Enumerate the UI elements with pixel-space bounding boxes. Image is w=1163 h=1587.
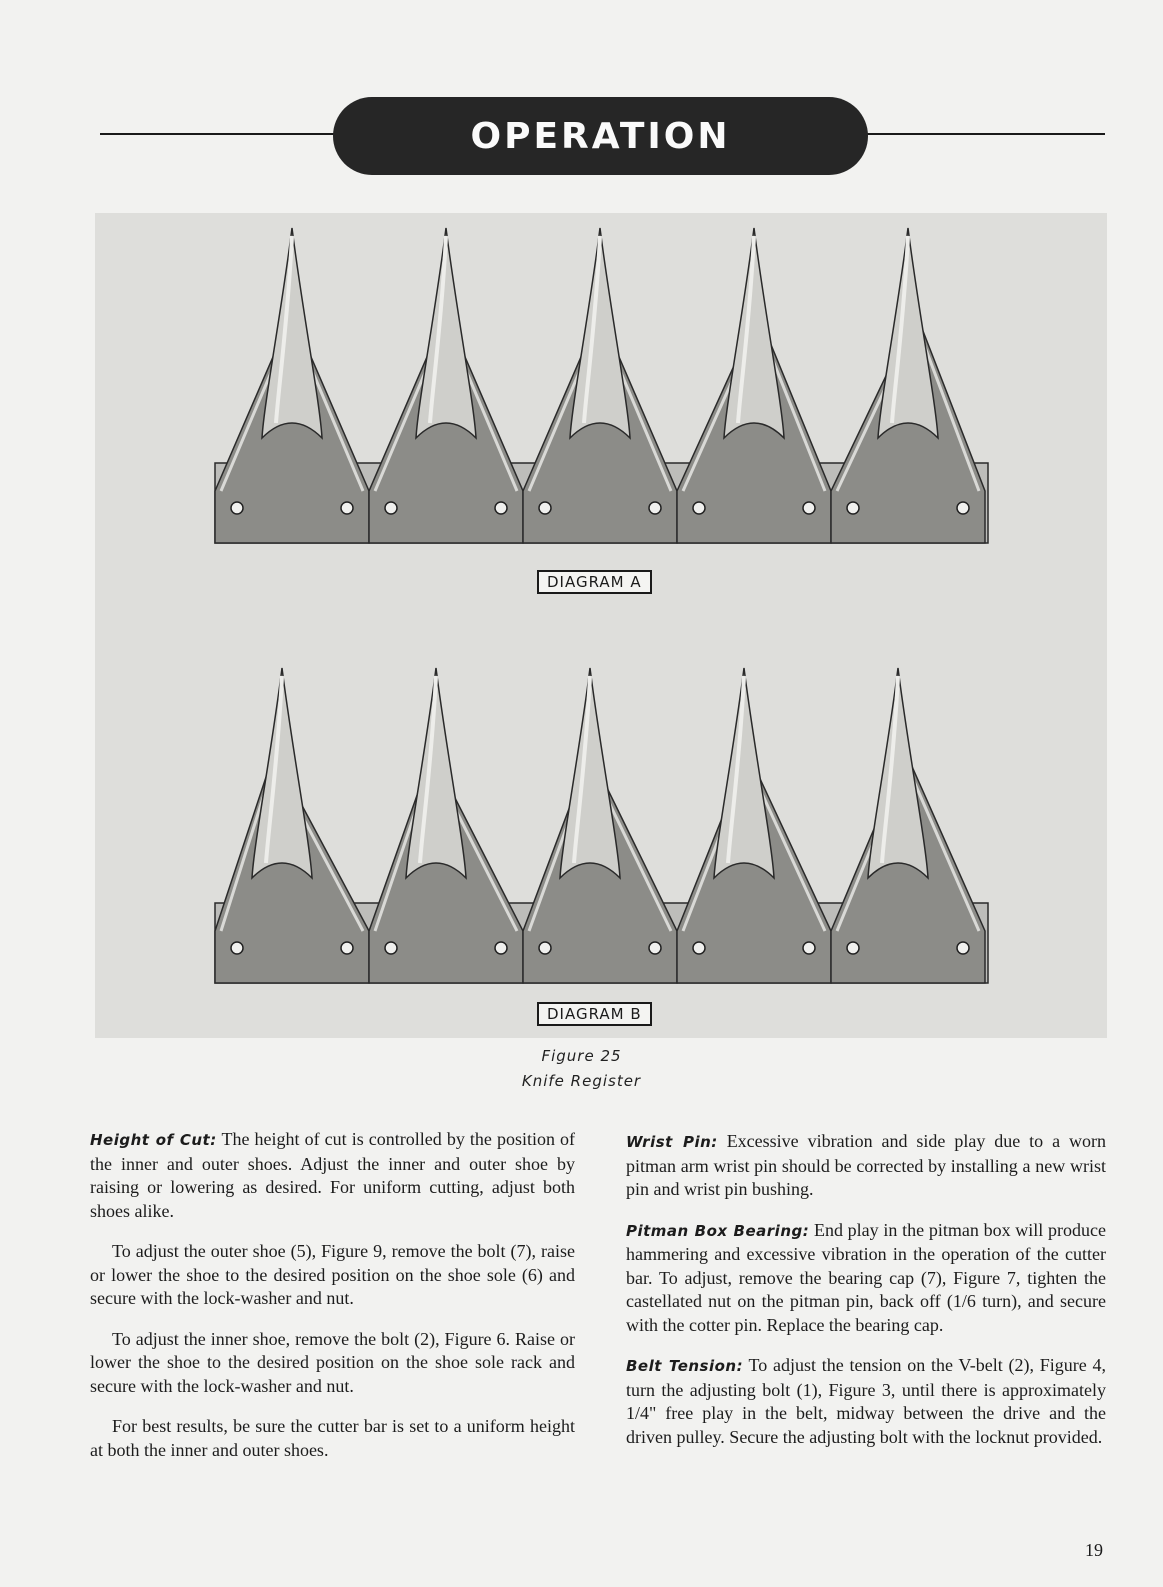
- paragraph-text: The height of cut is controlled by the position of the inner and outer shoes. Adjust the inner and outer shoe by raising or lowering as desired. For uniform cutting, adjust both shoes alike.: [90, 1129, 576, 1221]
- rivet-hole: [847, 502, 859, 514]
- figure-title: Knife Register: [521, 1072, 642, 1090]
- rivet-hole: [231, 502, 243, 514]
- rivet-hole: [539, 502, 551, 514]
- rivet-hole: [957, 942, 969, 954]
- paragraph-lead: Height of Cut:: [90, 1131, 217, 1149]
- rivet-hole: [693, 502, 705, 514]
- rivet-hole: [803, 502, 815, 514]
- rivet-hole: [385, 942, 397, 954]
- rivet-hole: [495, 502, 507, 514]
- paragraph-inner-shoe: [90, 1328, 575, 1399]
- page-number: 19: [1085, 1540, 1103, 1560]
- paragraph-outer-shoe: [90, 1240, 575, 1311]
- paragraph-text: To adjust the outer shoe (5), Figure 9, remove the bolt (7), raise or lower the shoe to the desired position on the shoe sole (6) and secure with the lock-washer and nut.: [90, 1241, 575, 1308]
- rivet-hole: [385, 502, 397, 514]
- paragraph-lead: Wrist Pin:: [626, 1133, 718, 1151]
- figure-number: Figure 25: [541, 1047, 622, 1065]
- paragraph-text: To adjust the inner shoe, remove the bolt (2), Figure 6. Raise or lower the shoe to the desired position on the shoe sole rack and secure with the lock-washer and nut.: [90, 1328, 575, 1396]
- diagram-b-label: DIAGRAM B: [537, 1002, 652, 1026]
- paragraph-best-results: [90, 1415, 575, 1462]
- rivet-hole: [649, 502, 661, 514]
- knife-register-illustration: [95, 213, 1107, 1038]
- rivet-hole: [341, 942, 353, 954]
- paragraph-lead: Belt Tension:: [626, 1357, 744, 1375]
- paragraph-text: For best results, be sure the cutter bar is set to a uniform height at both the inner and outer shoes.: [90, 1416, 575, 1460]
- rivet-hole: [649, 942, 661, 954]
- right-text-column: [626, 1130, 1106, 1466]
- paragraph-wrist-pin: [626, 1130, 1106, 1202]
- left-text-column: [90, 1128, 575, 1479]
- paragraph-belt-tension: [626, 1354, 1106, 1449]
- rivet-hole: [957, 502, 969, 514]
- rivet-hole: [495, 942, 507, 954]
- rivet-hole: [803, 942, 815, 954]
- paragraph-text: To adjust the tension on the V-belt (2), Figure 4, turn the adjusting bolt (1), Figure 3, until there is approximately 1/4" free play in the belt, midway between the drive and the driven pulley. Secure the adjusting bolt with the locknut provided.: [626, 1355, 1106, 1447]
- section-title: OPERATION: [470, 115, 731, 157]
- rivet-hole: [539, 942, 551, 954]
- header-rule-left: [100, 133, 340, 135]
- paragraph-pitman-box-bearing: [626, 1219, 1106, 1338]
- paragraph-height-of-cut: [90, 1128, 575, 1223]
- rivet-hole: [693, 942, 705, 954]
- paragraph-lead: Pitman Box Bearing:: [626, 1221, 810, 1240]
- knife-register-figure: [95, 213, 1107, 1038]
- paragraph-text: Excessive vibration and side play due to a worn pitman arm wrist pin should be corrected by installing a new wrist pin and wrist pin bushing.: [626, 1131, 1106, 1199]
- rivet-hole: [847, 942, 859, 954]
- rivet-hole: [341, 502, 353, 514]
- paragraph-text: End play in the pitman box will produce hammering and excessive vibration in the operation of the cutter bar. To adjust, remove the bearing cap (7), Figure 7, tighten the castellated nut on the pitman pin, back off (1/6 turn), and secure with the cotter pin. Replace the bearing cap.: [626, 1219, 1106, 1335]
- header-rule-right: [860, 133, 1105, 135]
- diagram-a-label: DIAGRAM A: [537, 570, 652, 594]
- section-header-badge: [333, 97, 868, 175]
- rivet-hole: [231, 942, 243, 954]
